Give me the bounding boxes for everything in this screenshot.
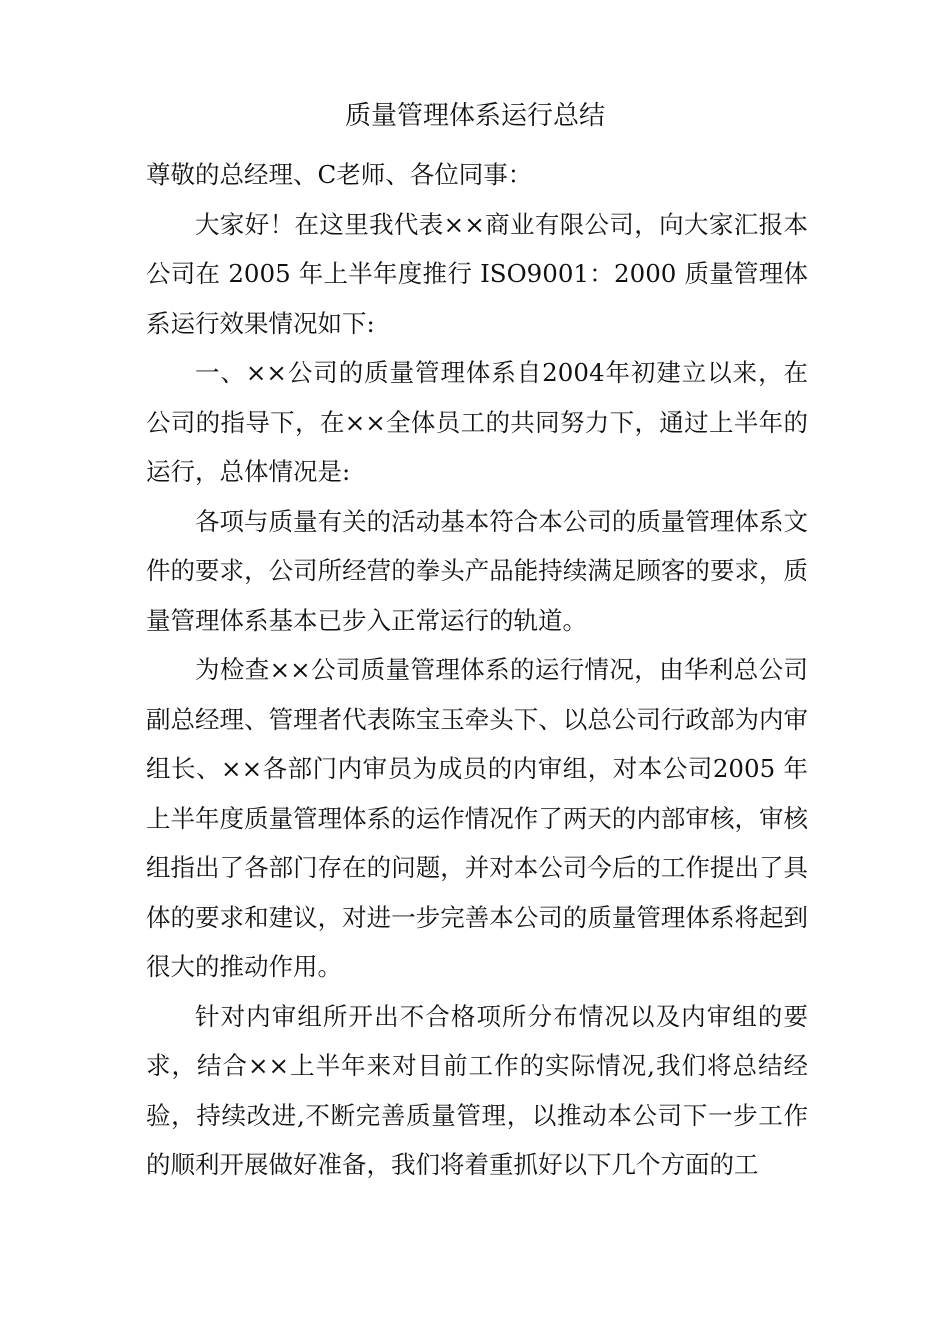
salutation: 尊敬的总经理、C老师、各位同事： [146,160,533,189]
paragraph-3: 各项与质量有关的活动基本符合本公司的质量管理体系文件的要求，公司所经营的拳头产品能持续满足顾客的要求，质量管理体系基本已步入正常运行的轨道。 [146,506,808,635]
paragraph-5: 针对内审组所开出不合格项所分布情况以及内审组的要求，结合××上半年来对目前工作的实际情况,我们将总结经验，持续改进,不断完善质量管理，以推动本公司下一步工作的顺利开展做好准备，我们将着重抓好以下几个方面的工 [146,1001,808,1179]
paragraph-1: 大家好！在这里我代表××商业有限公司，向大家汇报本公司在 2005 年上半年度推行 ISO9001：2000 质量管理体系运行效果情况如下: [146,209,808,338]
document-title: 质量管理体系运行总结 [344,101,605,131]
paragraph-4: 为检查××公司质量管理体系的运行情况，由华利总公司副总经理、管理者代表陈宝玉牵头下、以总公司行政部为内审组长、××各部门内审员为成员的内审组，对本公司2005 年上半年度质量管理体系的运作情况作了两天的内部审核，审核组指出了各部门存在的问题，并对本公司今后的工作提出了具体的要求和建议，对进一步完善本公司的质量管理体系将起到很大的推动作用。 [146,655,808,981]
document-body [146,150,808,1190]
paragraph-2: 一、××公司的质量管理体系自2004年初建立以来，在公司的指导下，在××全体员工的共同努力下，通过上半年的运行，总体情况是: [146,358,808,486]
